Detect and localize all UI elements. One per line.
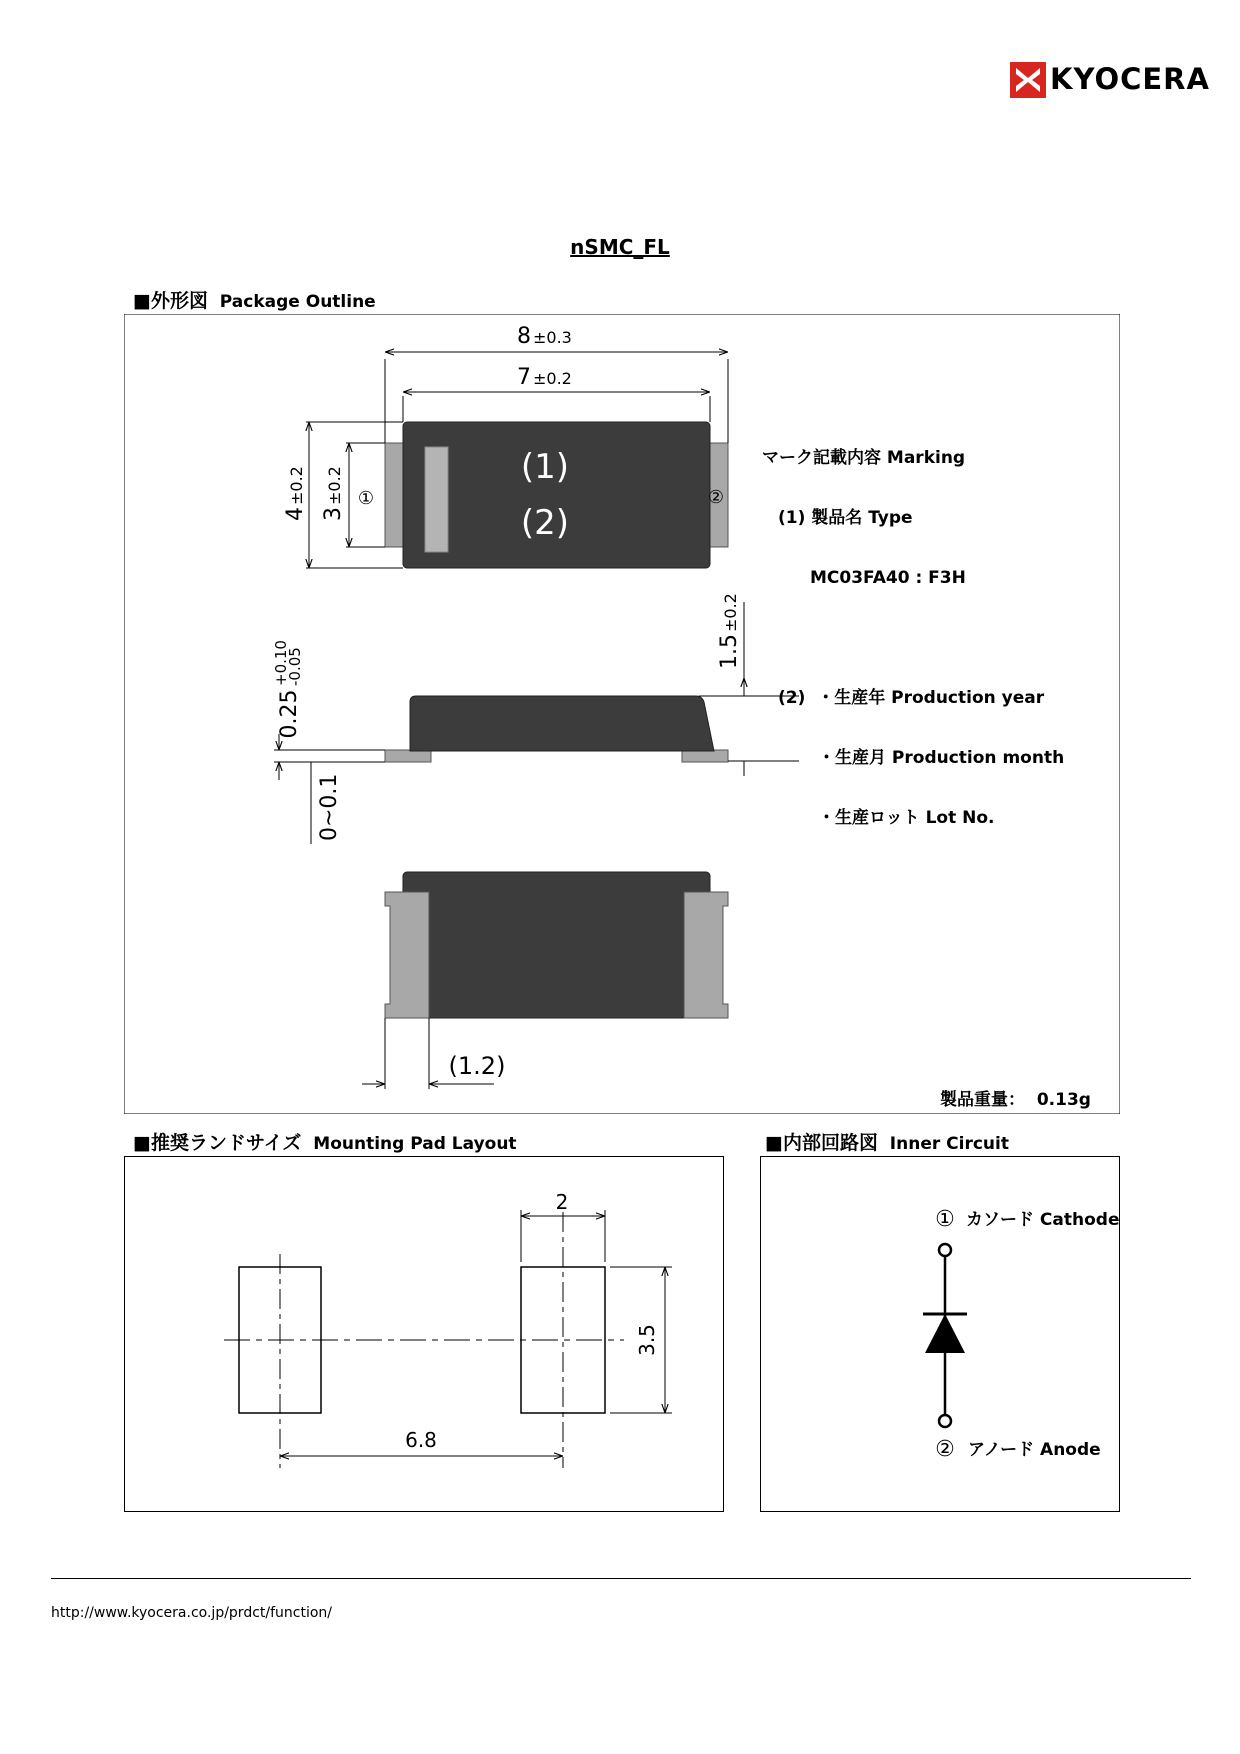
marking-line4: ・生産月 Production month [818, 748, 1065, 768]
kyocera-logo [1010, 58, 1210, 100]
dim-length-body-tol: ±0.2 [533, 369, 572, 388]
inner-circuit-panel [760, 1156, 1120, 1512]
section-heading-mounting-pad: ■推奨ランドサイズ Mounting Pad Layout [133, 1132, 517, 1154]
weight-value: 0.13g [1036, 1090, 1091, 1110]
dim-width-lead-tol: ±0.2 [325, 466, 344, 505]
pin2-number: ② [935, 1437, 955, 1462]
marking-2-label: (2) [520, 503, 570, 543]
dim-width-lead: 3 [321, 507, 346, 521]
side-lead-left [385, 750, 431, 762]
anode-terminal [939, 1415, 951, 1427]
dim-lead-thickness: 0.25 [277, 689, 302, 739]
cathode-terminal [939, 1244, 951, 1256]
cathode-label: カソード Cathode [966, 1210, 1120, 1230]
weight-label-jp: 製品重量： [940, 1090, 1025, 1110]
marking-1-label: (1) [520, 447, 570, 487]
dim-width-outer: 4 [283, 507, 308, 521]
marking-line2: MC03FA40 : F3H [810, 568, 966, 588]
brand-name: KYOCERA [1050, 62, 1210, 96]
footer-url[interactable]: http://www.kyocera.co.jp/prdct/function/ [51, 1605, 333, 1621]
pin1-label: ① [357, 488, 375, 509]
section-heading-package-outline: ■外形図 Package Outline [133, 290, 376, 312]
pin2-label: ② [707, 487, 725, 508]
dim-length-body: 7 [517, 365, 531, 390]
marking-block [762, 408, 1064, 848]
side-lead-right [682, 750, 728, 762]
dim-pitch: 6.8 [405, 1428, 437, 1452]
mounting-pad-panel [124, 1156, 724, 1512]
marking-heading: マーク記載内容 Marking [762, 448, 966, 468]
dim-width-outer-tol: ±0.2 [287, 466, 306, 505]
anode-label: アノード Anode [968, 1440, 1101, 1460]
dim-standoff: 0~0.1 [317, 773, 342, 841]
dim-lead-thickness-tol-plus: +0.10 [272, 640, 290, 686]
marking-line3: (2) ・生産年 Production year [778, 688, 1045, 708]
dim-pad-width: 2 [555, 1190, 569, 1214]
section-heading-inner-circuit: ■内部回路図 Inner Circuit [765, 1132, 1009, 1154]
dim-bottom-pad: (1.2) [448, 1052, 506, 1080]
cathode-band [425, 447, 448, 552]
dim-length-outer: 8 [517, 324, 531, 349]
side-body [410, 696, 714, 751]
marking-line1: (1) 製品名 Type [778, 508, 913, 528]
page-title: nSMC_FL [570, 235, 670, 259]
bottom-body [403, 872, 710, 1018]
dim-height-tol: ±0.2 [721, 593, 740, 632]
bottom-pad-right [684, 892, 728, 1018]
top-body [403, 422, 710, 568]
bottom-pad-left [385, 892, 429, 1018]
footer-divider [51, 1578, 1191, 1579]
marking-line5: ・生産ロット Lot No. [818, 808, 995, 828]
dim-pad-height: 3.5 [635, 1324, 659, 1356]
dim-length-outer-tol: ±0.3 [533, 328, 572, 347]
dim-height: 1.5 [717, 634, 742, 669]
kyocera-logo-icon [1010, 62, 1046, 98]
pin1-number: ① [935, 1207, 955, 1232]
dim-lead-thickness-tol-minus: -0.05 [286, 647, 304, 686]
